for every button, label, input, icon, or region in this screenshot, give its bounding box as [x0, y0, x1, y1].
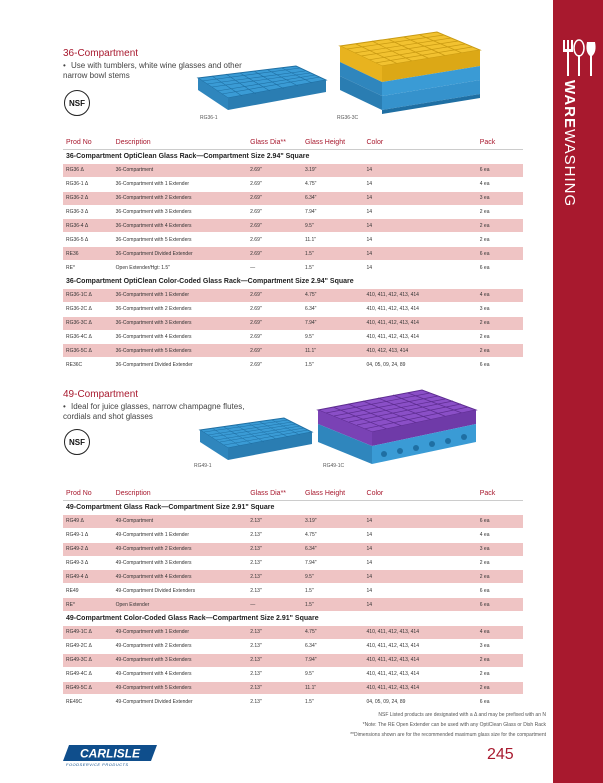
table-row	[63, 626, 523, 640]
cell-prod-no: RG36-1 Δ	[63, 177, 113, 191]
cell-pack: 6 ea	[477, 358, 523, 372]
col-glass-height: Glass Height	[302, 487, 364, 501]
col-color: Color	[363, 136, 476, 150]
cell-glass-dia: 2.69"	[247, 330, 302, 344]
col-pack: Pack	[477, 136, 523, 150]
cell-prod-no: RG49-4 Δ	[63, 570, 113, 584]
cell-color: 14	[364, 514, 477, 528]
cell-glass-height: 7.94"	[302, 556, 364, 570]
cell-pack: 2 ea	[477, 667, 523, 681]
cell-description: 49-Compartment with 3 Extenders	[113, 556, 248, 570]
cell-description: 49-Compartment with 5 Extenders	[113, 681, 248, 695]
cell-pack: 2 ea	[477, 653, 523, 667]
col-color: Color	[364, 487, 477, 501]
section-title-49: 49-Compartment	[63, 389, 139, 400]
cell-glass-height: 9.5"	[302, 219, 364, 233]
cell-pack: 2 ea	[477, 233, 523, 247]
col-glass-dia: Glass Dia**	[247, 136, 302, 150]
cell-color: 410, 411, 412, 413, 414	[363, 288, 476, 302]
cell-glass-dia: 2.69"	[247, 344, 302, 358]
cell-prod-no: RE*	[63, 261, 113, 275]
cell-glass-dia: 2.13"	[247, 639, 302, 653]
cell-description: 49-Compartment Divided Extender	[113, 695, 248, 709]
cell-glass-dia: 2.69"	[247, 316, 302, 330]
cell-glass-dia: 2.69"	[247, 247, 302, 261]
cell-prod-no: RG49-4C Δ	[63, 667, 113, 681]
cell-glass-height: 4.75"	[302, 528, 364, 542]
col-prod-no: Prod No	[63, 487, 113, 501]
cell-glass-height: 11.1"	[302, 681, 364, 695]
cell-color: 04, 05, 09, 24, 89	[363, 358, 476, 372]
table-subheader: 36-Compartment OptiClean Color-Coded Glass Rack—Compartment Size 2.94" Square	[63, 275, 523, 289]
cell-color: 410, 411, 412, 413, 414	[364, 653, 477, 667]
cell-glass-height: 4.75"	[302, 288, 364, 302]
table-row	[63, 177, 523, 191]
cell-description: 36-Compartment with 2 Extenders	[113, 302, 247, 316]
cell-glass-dia: 2.69"	[247, 288, 302, 302]
cell-glass-height: 7.94"	[302, 205, 364, 219]
cell-pack: 2 ea	[477, 681, 523, 695]
cell-glass-dia: 2.13"	[247, 695, 302, 709]
cell-pack: 6 ea	[477, 247, 523, 261]
cell-pack: 3 ea	[477, 302, 523, 316]
cell-prod-no: RE49C	[63, 695, 113, 709]
cell-glass-dia: 2.13"	[247, 556, 302, 570]
cell-description: 36-Compartment with 1 Extender	[113, 288, 247, 302]
table-row	[63, 330, 523, 344]
cell-color: 410, 411, 412, 413, 414	[364, 681, 477, 695]
footnotes	[350, 710, 546, 740]
section-bullet-49: • Ideal for juice glasses, narrow champagne flutes, cordials and shot glasses	[63, 402, 245, 421]
cell-description: 36-Compartment with 1 Extender	[113, 177, 247, 191]
cell-color: 14	[363, 219, 476, 233]
cell-prod-no: RG36-5 Δ	[63, 233, 113, 247]
cell-prod-no: RG36-4 Δ	[63, 219, 113, 233]
table-header-row	[63, 136, 523, 150]
category-label: WAREWASHING	[561, 80, 578, 208]
cell-description: 36-Compartment with 4 Extenders	[113, 219, 247, 233]
cell-glass-dia: 2.69"	[247, 163, 302, 177]
cell-glass-height: 3.19"	[302, 163, 364, 177]
cell-glass-dia: 2.13"	[247, 528, 302, 542]
cell-glass-height: 6.34"	[302, 542, 364, 556]
table-row	[63, 556, 523, 570]
cell-description: 49-Compartment with 3 Extenders	[113, 653, 248, 667]
cell-color: 410, 411, 412, 413, 414	[364, 626, 477, 640]
cell-color: 14	[364, 542, 477, 556]
col-pack: Pack	[477, 487, 523, 501]
cell-description: 36-Compartment with 3 Extenders	[113, 205, 247, 219]
table-row	[63, 570, 523, 584]
table-row	[63, 667, 523, 681]
col-description: Description	[113, 136, 247, 150]
utensils-icon	[557, 38, 599, 78]
cell-prod-no: RG36-3 Δ	[63, 205, 113, 219]
col-prod-no: Prod No	[63, 136, 113, 150]
cell-glass-height: 4.75"	[302, 177, 364, 191]
cell-glass-dia: 2.69"	[247, 233, 302, 247]
table-row	[63, 261, 523, 275]
cell-pack: 3 ea	[477, 542, 523, 556]
cell-description: 49-Compartment with 1 Extender	[113, 528, 248, 542]
footnote: **Dimensions shown are for the recommended maximum glass size for the compartment	[350, 732, 546, 738]
cell-color: 14	[363, 247, 476, 261]
image-caption: RG36-3C	[337, 115, 359, 121]
table-row	[63, 584, 523, 598]
cell-glass-height: 1.5"	[302, 695, 364, 709]
cell-glass-height: 1.5"	[302, 358, 364, 372]
table-row	[63, 316, 523, 330]
footnote: *Note: The RE Open Extender can be used with any OptiClean Glass or Dish Rack	[362, 722, 546, 728]
table-row	[63, 191, 523, 205]
table-subheader-row	[63, 612, 523, 626]
cell-color: 410, 411, 412, 413, 414	[364, 639, 477, 653]
cell-description: 36-Compartment Divided Extender	[113, 247, 247, 261]
cell-glass-height: 3.19"	[302, 514, 364, 528]
logo-subtitle: FOODSERVICE PRODUCTS	[66, 762, 129, 767]
cell-description: 49-Compartment with 2 Extenders	[113, 542, 248, 556]
cell-pack: 6 ea	[477, 695, 523, 709]
page-number: 245	[487, 746, 514, 763]
cell-glass-dia: 2.69"	[247, 358, 302, 372]
col-description: Description	[113, 487, 248, 501]
table-row	[63, 163, 523, 177]
cell-pack: 4 ea	[477, 528, 523, 542]
table-row	[63, 514, 523, 528]
cell-glass-dia: 2.13"	[247, 681, 302, 695]
cell-glass-dia: —	[247, 598, 302, 612]
table-row	[63, 205, 523, 219]
spec-table-36	[63, 136, 523, 372]
cell-pack: 6 ea	[477, 598, 523, 612]
cell-glass-dia: 2.13"	[247, 667, 302, 681]
cell-prod-no: RG36 Δ	[63, 163, 113, 177]
rack-image-rg49-1c	[314, 384, 480, 470]
col-glass-dia: Glass Dia**	[247, 487, 302, 501]
cell-glass-dia: 2.13"	[247, 514, 302, 528]
cell-prod-no: RG49-1C Δ	[63, 626, 113, 640]
section-bullet-36: • Use with tumblers, white wine glasses and other narrow bowl stems	[63, 61, 242, 80]
cell-prod-no: RG36-1C Δ	[63, 288, 113, 302]
table-row	[63, 302, 523, 316]
table-subheader: 49-Compartment Color-Coded Glass Rack—Compartment Size 2.91" Square	[63, 612, 523, 626]
cell-color: 04, 05, 09, 24, 89	[364, 695, 477, 709]
table-row	[63, 639, 523, 653]
cell-color: 14	[364, 556, 477, 570]
cell-prod-no: RG49 Δ	[63, 514, 113, 528]
cell-glass-height: 7.94"	[302, 653, 364, 667]
nsf-logo: NSF	[64, 90, 90, 116]
cell-description: 36-Compartment with 5 Extenders	[113, 233, 247, 247]
cell-pack: 6 ea	[477, 261, 523, 275]
cell-color: 410, 411, 412, 413, 414	[363, 316, 476, 330]
cell-prod-no: RG49-1 Δ	[63, 528, 113, 542]
cell-glass-dia: 2.69"	[247, 177, 302, 191]
table-row	[63, 695, 523, 709]
rack-image-rg49-1	[194, 414, 316, 464]
cell-prod-no: RG36-2C Δ	[63, 302, 113, 316]
table-row	[63, 344, 523, 358]
cell-glass-dia: 2.69"	[247, 302, 302, 316]
cell-color: 14	[364, 528, 477, 542]
cell-color: 14	[363, 177, 476, 191]
cell-glass-height: 9.5"	[302, 570, 364, 584]
table-subheader-row	[63, 501, 523, 515]
cell-glass-height: 1.5"	[302, 261, 364, 275]
image-caption: RG36-1	[200, 115, 218, 121]
col-glass-height: Glass Height	[302, 136, 364, 150]
spec-table-49	[63, 487, 523, 709]
cell-pack: 2 ea	[477, 330, 523, 344]
cell-description: 36-Compartment with 5 Extenders	[113, 344, 247, 358]
cell-glass-dia: 2.69"	[247, 219, 302, 233]
cell-prod-no: RE36C	[63, 358, 113, 372]
cell-glass-height: 9.5"	[302, 330, 364, 344]
cell-glass-height: 1.5"	[302, 247, 364, 261]
cell-description: 36-Compartment with 3 Extenders	[113, 316, 247, 330]
table-row	[63, 288, 523, 302]
carlisle-logo	[63, 744, 157, 762]
footnote: NSF Listed products are designated with a Δ and may be prefixed with an N	[378, 712, 546, 718]
cell-description: 49-Compartment with 1 Extender	[113, 626, 248, 640]
cell-pack: 6 ea	[477, 584, 523, 598]
table-row	[63, 233, 523, 247]
cell-glass-height: 7.94"	[302, 316, 364, 330]
cell-pack: 2 ea	[477, 316, 523, 330]
cell-prod-no: RE36	[63, 247, 113, 261]
cell-description: 36-Compartment	[113, 163, 247, 177]
cell-pack: 6 ea	[477, 163, 523, 177]
cell-description: 49-Compartment	[113, 514, 248, 528]
cell-glass-height: 4.75"	[302, 626, 364, 640]
cell-glass-height: 1.5"	[302, 584, 364, 598]
cell-glass-height: 1.5"	[302, 598, 364, 612]
cell-pack: 3 ea	[477, 639, 523, 653]
cell-prod-no: RE49	[63, 584, 113, 598]
table-row	[63, 653, 523, 667]
cell-glass-dia: 2.13"	[247, 584, 302, 598]
cell-glass-height: 6.34"	[302, 302, 364, 316]
cell-description: 49-Compartment with 4 Extenders	[113, 570, 248, 584]
cell-pack: 4 ea	[477, 626, 523, 640]
cell-color: 14	[364, 598, 477, 612]
table-header-row	[63, 487, 523, 501]
cell-pack: 4 ea	[477, 288, 523, 302]
cell-color: 14	[363, 233, 476, 247]
cell-color: 410, 411, 412, 413, 414	[363, 330, 476, 344]
table-subheader-row	[63, 275, 523, 289]
cell-color: 410, 411, 412, 413, 414	[363, 302, 476, 316]
cell-color: 14	[363, 205, 476, 219]
cell-pack: 6 ea	[477, 514, 523, 528]
svg-text:CARLISLE: CARLISLE	[80, 746, 140, 761]
cell-glass-dia: 2.13"	[247, 653, 302, 667]
cell-pack: 3 ea	[477, 191, 523, 205]
rack-image-rg36-3c	[332, 26, 484, 118]
cell-pack: 4 ea	[477, 177, 523, 191]
cell-description: Open Extender/Hgt: 1.5"	[113, 261, 247, 275]
cell-pack: 2 ea	[477, 556, 523, 570]
table-row	[63, 598, 523, 612]
cell-prod-no: RG49-3C Δ	[63, 653, 113, 667]
cell-prod-no: RG36-2 Δ	[63, 191, 113, 205]
cell-color: 14	[364, 584, 477, 598]
cell-prod-no: RG49-2C Δ	[63, 639, 113, 653]
cell-color: 14	[364, 570, 477, 584]
cell-prod-no: RG49-3 Δ	[63, 556, 113, 570]
cell-description: 36-Compartment with 4 Extenders	[113, 330, 247, 344]
cell-glass-dia: 2.69"	[247, 205, 302, 219]
cell-prod-no: RG49-2 Δ	[63, 542, 113, 556]
cell-pack: 2 ea	[477, 219, 523, 233]
cell-pack: 2 ea	[477, 205, 523, 219]
cell-description: 49-Compartment Divided Extenders	[113, 584, 248, 598]
table-subheader: 36-Compartment OptiClean Glass Rack—Compartment Size 2.94" Square	[63, 150, 523, 164]
nsf-logo: NSF	[64, 429, 90, 455]
cell-prod-no: RG36-3C Δ	[63, 316, 113, 330]
cell-description: 36-Compartment with 2 Extenders	[113, 191, 247, 205]
section-title-36: 36-Compartment	[63, 48, 139, 59]
cell-glass-height: 6.34"	[302, 191, 364, 205]
cell-glass-dia: 2.13"	[247, 542, 302, 556]
cell-description: Open Extender	[113, 598, 248, 612]
cell-glass-dia: 2.13"	[247, 626, 302, 640]
cell-prod-no: RE*	[63, 598, 113, 612]
cell-color: 14	[363, 163, 476, 177]
cell-prod-no: RG36-5C Δ	[63, 344, 113, 358]
cell-description: 49-Compartment with 2 Extenders	[113, 639, 248, 653]
cell-glass-dia: —	[247, 261, 302, 275]
cell-glass-height: 11.1"	[302, 344, 364, 358]
cell-color: 410, 411, 412, 413, 414	[364, 667, 477, 681]
cell-glass-dia: 2.69"	[247, 191, 302, 205]
cell-color: 14	[363, 261, 476, 275]
table-row	[63, 247, 523, 261]
image-caption: RG49-1C	[323, 463, 345, 469]
table-row	[63, 542, 523, 556]
table-row	[63, 528, 523, 542]
cell-description: 49-Compartment with 4 Extenders	[113, 667, 248, 681]
cell-glass-height: 6.34"	[302, 639, 364, 653]
cell-color: 410, 412, 413, 414	[363, 344, 476, 358]
table-row	[63, 681, 523, 695]
cell-color: 14	[363, 191, 476, 205]
cell-pack: 2 ea	[477, 570, 523, 584]
cell-pack: 2 ea	[477, 344, 523, 358]
image-caption: RG49-1	[194, 463, 212, 469]
cell-glass-dia: 2.13"	[247, 570, 302, 584]
cell-prod-no: RG49-5C Δ	[63, 681, 113, 695]
cell-description: 36-Compartment Divided Extender	[113, 358, 247, 372]
table-subheader: 49-Compartment Glass Rack—Compartment Size 2.91" Square	[63, 501, 523, 515]
cell-glass-height: 11.1"	[302, 233, 364, 247]
cell-glass-height: 9.5"	[302, 667, 364, 681]
table-subheader-row	[63, 150, 523, 164]
rack-image-rg36-1	[188, 60, 330, 115]
cell-prod-no: RG36-4C Δ	[63, 330, 113, 344]
table-row	[63, 219, 523, 233]
table-row	[63, 358, 523, 372]
